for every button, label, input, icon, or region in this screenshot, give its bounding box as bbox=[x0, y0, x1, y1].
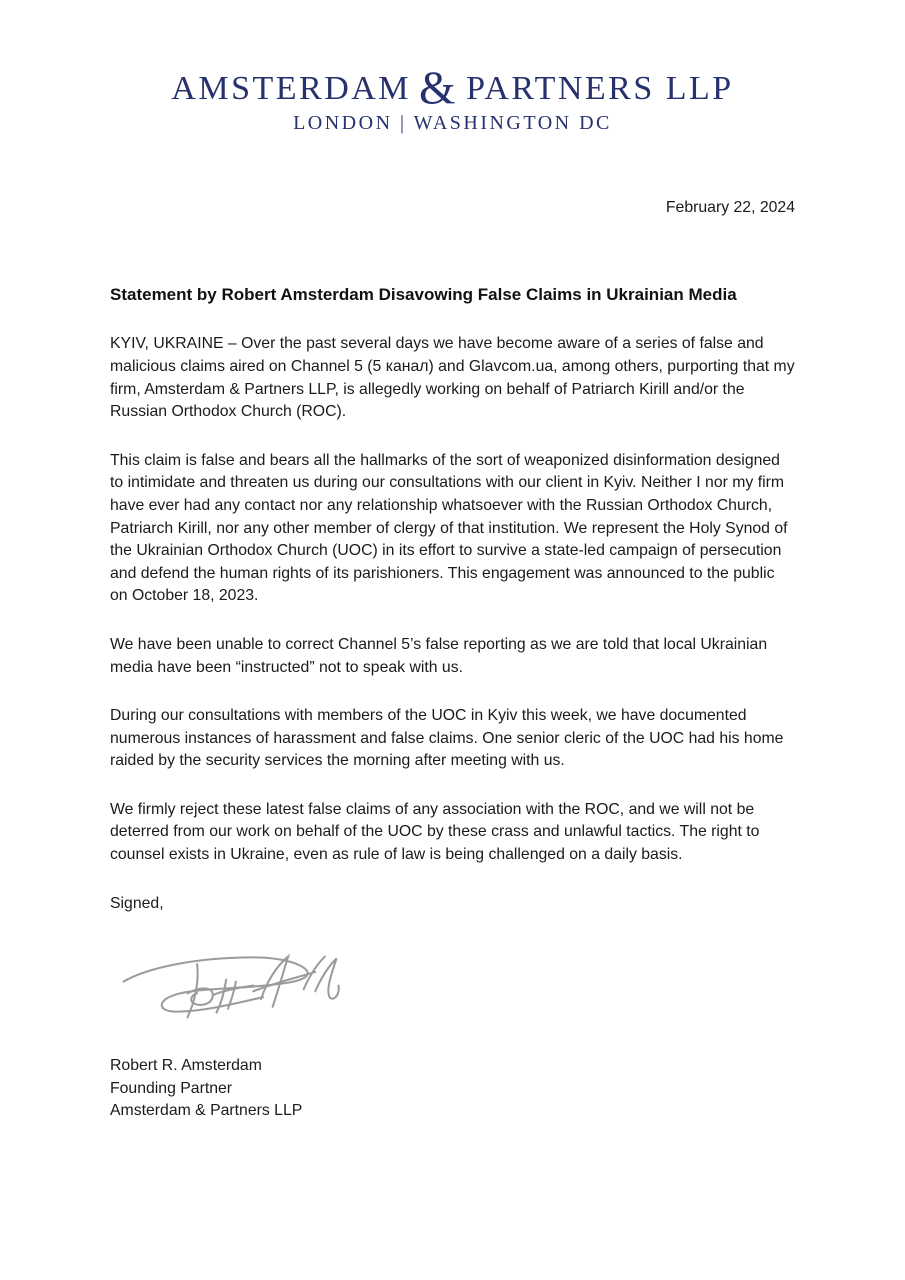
letter-date: February 22, 2024 bbox=[665, 199, 795, 217]
paragraph-claim-false: This claim is false and bears all the hallmarks of the sort of weaponized disinformation designed to intimidate and threaten us during our consultations with our client in Kyiv. Neither I nor my firm have ever had any contact nor any relationship whatsoever with the Russian Orthodox Church, Patriarch Kirill, nor any other member of clergy of that institution. We represent the Holy Synod of the Ukrainian Orthodox Church (UOC) in its effort to survive a state-led campaign of persecution and defend the human rights of its parishioners. This engagement was announced to the public on October 18, 2023. bbox=[110, 451, 788, 605]
signature-image bbox=[114, 939, 795, 1031]
paragraph-channel5: We have been unable to correct Channel 5’s false reporting as we are told that local Ukrainian media have been “instructed” not to speak with us. bbox=[110, 635, 768, 676]
letter-title: Statement by Robert Amsterdam Disavowing False Claims in Ukrainian Media bbox=[110, 285, 737, 305]
paragraph-dateline: KYIV, UKRAINE – Over the past several days we have become aware of a series of false and malicious claims aired on Channel 5 (5 канал) and Glavcom.ua, among others, purporting that my firm, Amsterdam & Partners LLP, is allegedly working on behalf of Patriarch Kirill and/or the Russian Orthodox Church (ROC). bbox=[110, 335, 795, 421]
handwritten-signature-icon bbox=[114, 939, 349, 1031]
firm-name bbox=[110, 62, 795, 114]
letterhead bbox=[110, 0, 795, 135]
letterhead-tagline: LONDON | WASHINGTON DC bbox=[293, 112, 612, 135]
closing-block bbox=[110, 1055, 795, 1123]
firm-name-right: PARTNERS LLP bbox=[466, 70, 734, 107]
signatory-role: Founding Partner bbox=[110, 1079, 233, 1097]
signatory-firm: Amsterdam & Partners LLP bbox=[110, 1102, 303, 1120]
firm-name-left: AMSTERDAM bbox=[171, 70, 412, 107]
firm-name-ampersand: & bbox=[419, 62, 459, 114]
signatory-name: Robert R. Amsterdam bbox=[110, 1057, 262, 1075]
signed-label: Signed, bbox=[110, 894, 164, 912]
paragraph-consultations: During our consultations with members of the UOC in Kyiv this week, we have documented numerous instances of harassment and false claims. One senior cleric of the UOC had his home raided by the security services the morning after meeting with us. bbox=[110, 707, 784, 770]
paragraph-reject-claims: We firmly reject these latest false claims of any association with the ROC, and we will not be deterred from our work on behalf of the UOC by these crass and unlawful tactics. The right to counsel exists in Ukraine, even as rule of law is being challenged on a daily basis. bbox=[110, 800, 760, 864]
